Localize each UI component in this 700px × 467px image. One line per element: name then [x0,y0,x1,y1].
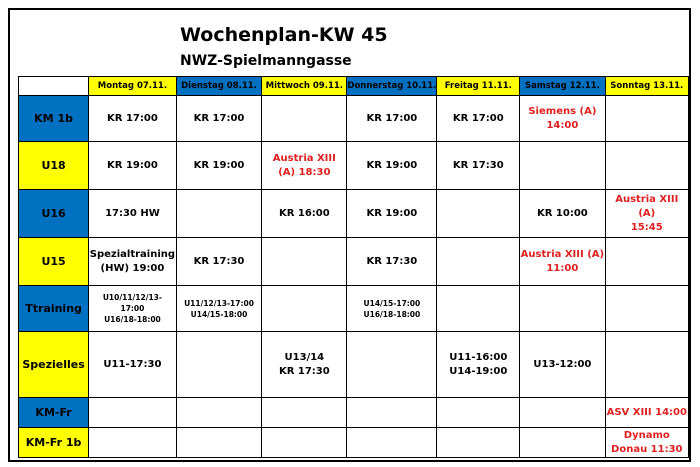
team-label: Spezielles [19,332,89,398]
schedule-table [18,76,689,458]
team-label: U15 [19,238,89,286]
cell-line: U14/15-17:00 [363,298,421,308]
schedule-sheet [8,8,691,462]
schedule-cell [89,428,177,458]
schedule-cell [89,238,177,286]
schedule-cell [262,238,347,286]
schedule-cell [89,142,177,190]
schedule-cell [437,142,520,190]
cell-line: 17:00 [120,304,145,313]
schedule-cell [605,190,688,238]
team-label: U18 [19,142,89,190]
day-header: Montag 07.11. [89,77,177,96]
schedule-cell [605,286,688,332]
cell-line: KR 17:00 [366,112,418,124]
cell-line: 11:00 [546,262,579,274]
cell-line: KR 19:00 [366,207,418,219]
schedule-cell [347,142,437,190]
cell-line: U11/12/13-17:00 [184,298,254,308]
schedule-cell [437,286,520,332]
schedule-cell [262,332,347,398]
schedule-cell [89,190,177,238]
team-label: Ttraining [19,286,89,332]
team-label: U16 [19,190,89,238]
cell-line: Austria XIII [272,152,336,164]
page-subtitle: NWZ-Spielmanngasse [180,53,352,69]
team-row [19,190,689,238]
header-corner [19,77,89,96]
schedule-cell [176,96,262,142]
schedule-cell [176,238,262,286]
team-row [19,238,689,286]
schedule-cell [176,428,262,458]
schedule-cell [605,428,688,458]
cell-line: Spezialtraining [89,248,176,260]
day-header: Donnerstag 10.11. [347,77,437,96]
day-header: Mittwoch 09.11. [262,77,347,96]
team-row [19,142,689,190]
cell-line: KR 17:30 [366,255,418,267]
schedule-cell [520,332,605,398]
schedule-cell [262,286,347,332]
schedule-cell [437,238,520,286]
day-header: Freitag 11.11. [437,77,520,96]
cell-line: KR 19:00 [193,159,245,171]
cell-line: U11-16:00 [449,351,508,363]
schedule-cell [176,332,262,398]
schedule-cell [89,286,177,332]
cell-line: KR 17:00 [452,112,504,124]
cell-line: KR 10:00 [537,207,588,219]
schedule-cell [176,190,262,238]
team-row [19,398,689,428]
schedule-cell [262,428,347,458]
cell-line: Austria XIII (A) [520,248,605,260]
cell-line: U16/18-18:00 [363,309,421,319]
schedule-cell [605,238,688,286]
schedule-cell [520,286,605,332]
cell-line: U11-17:30 [103,358,162,370]
day-header: Sonntag 13.11. [605,77,688,96]
schedule-cell [176,398,262,428]
schedule-cell [520,238,605,286]
cell-line: 17:30 HW [105,207,160,219]
header-row [19,77,689,96]
schedule-cell [347,428,437,458]
schedule-cell [176,286,262,332]
schedule-cell [520,190,605,238]
schedule-cell [605,142,688,190]
cell-line: U14-19:00 [449,365,508,377]
schedule-cell [347,190,437,238]
cell-line: U13/14 [284,351,325,363]
schedule-cell [437,332,520,398]
cell-line: KR 19:00 [366,159,418,171]
cell-line: KR 17:00 [107,112,158,124]
cell-line: U14/15-18:00 [190,309,248,319]
cell-line: (HW) 19:00 [100,262,165,274]
cell-line: Austria XIII (A) [615,193,679,219]
cell-line: KR 17:30 [452,159,504,171]
cell-line: Siemens (A) [528,105,597,117]
schedule-cell [520,142,605,190]
schedule-cell [347,286,437,332]
cell-line: U13-12:00 [533,358,592,370]
cell-line: U16/18-18:00 [104,315,161,324]
team-row [19,428,689,458]
schedule-cell [262,190,347,238]
cell-line: (A) 18:30 [278,166,331,178]
schedule-cell [347,96,437,142]
schedule-cell [262,398,347,428]
schedule-cell [437,190,520,238]
team-row [19,332,689,398]
day-header: Samstag 12.11. [520,77,605,96]
schedule-cell [437,398,520,428]
page-title: Wochenplan-KW 45 [180,24,388,46]
schedule-cell [89,96,177,142]
schedule-cell [347,238,437,286]
schedule-cell [520,428,605,458]
schedule-cell [89,398,177,428]
schedule-cell [520,398,605,428]
cell-line: KR 17:00 [193,112,245,124]
schedule-cell [176,142,262,190]
schedule-cell [605,398,688,428]
schedule-cell [347,398,437,428]
cell-line: U10/11/12/13- [102,293,163,302]
team-row [19,286,689,332]
cell-line: ASV XIII 14:00 [606,406,687,418]
schedule-cell [605,96,688,142]
schedule-cell [605,332,688,398]
schedule-cell [347,332,437,398]
schedule-cell [262,96,347,142]
schedule-cell [89,332,177,398]
cell-line: 15:45 [630,221,663,233]
cell-line: KR 19:00 [107,159,158,171]
team-label: KM 1b [19,96,89,142]
team-row [19,96,689,142]
cell-line: KR 17:30 [193,255,245,267]
cell-line: KR 16:00 [278,207,330,219]
schedule-cell [437,96,520,142]
cell-line: 14:00 [546,119,579,131]
cell-line: Dynamo [623,429,670,441]
team-label: KM-Fr [19,398,89,428]
day-header: Dienstag 08.11. [176,77,262,96]
cell-line: KR 17:30 [278,365,330,377]
schedule-cell [520,96,605,142]
team-label: KM-Fr 1b [19,428,89,458]
cell-line: Donau 11:30 [611,443,683,455]
schedule-cell [437,428,520,458]
schedule-cell [262,142,347,190]
